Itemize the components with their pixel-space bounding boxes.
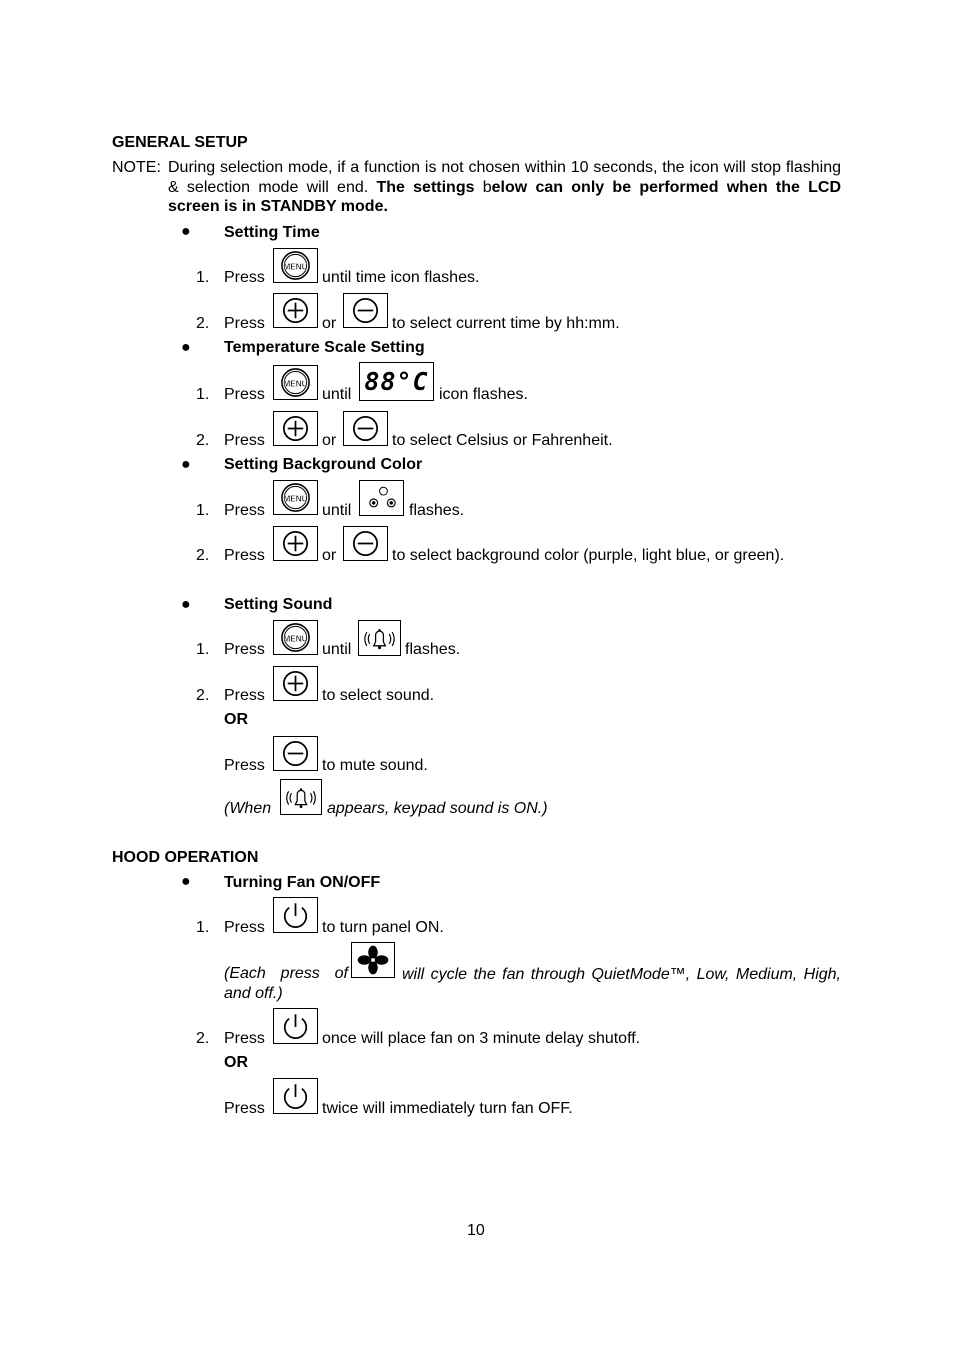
bullet: ● xyxy=(181,596,191,613)
plus-button-icon xyxy=(273,666,318,701)
step-text: to select background color (purple, light blue, or green). xyxy=(392,547,785,564)
step-or: or xyxy=(322,432,337,449)
note-body xyxy=(168,158,841,217)
step-text: to select sound. xyxy=(322,687,435,704)
step-text: flashes. xyxy=(409,502,465,519)
step-press: Press xyxy=(224,1030,265,1047)
step-number: 1. xyxy=(196,502,210,519)
step-number: 1. xyxy=(196,269,210,286)
plus-button-icon xyxy=(273,411,318,446)
step-text: to mute sound. xyxy=(322,757,428,774)
step-number: 2. xyxy=(196,315,210,332)
bell-sound-icon xyxy=(358,620,401,656)
step-until: until xyxy=(322,641,352,658)
bell-sound-icon xyxy=(280,779,322,815)
step-or: or xyxy=(322,315,337,332)
step-number: 1. xyxy=(196,386,210,403)
step-press: Press xyxy=(224,687,265,704)
step-until: until xyxy=(322,386,352,403)
step-number: 2. xyxy=(196,432,210,449)
step-text: icon flashes. xyxy=(439,386,528,403)
fan-note-after: will cycle the fan through QuietMode™, Low, Medium, High, and off.) xyxy=(224,966,841,1002)
menu-button-icon xyxy=(273,480,318,515)
step-press: Press xyxy=(224,502,265,519)
hood-operation-heading: HOOD OPERATION xyxy=(112,849,259,866)
step-press: Press xyxy=(224,1100,265,1117)
step-text: to select Celsius or Fahrenheit. xyxy=(392,432,613,449)
note-bold-a: The settings xyxy=(376,178,475,196)
minus-button-icon xyxy=(343,526,388,561)
power-button-icon xyxy=(273,1008,318,1044)
note-bold-b: elow can only be performed when the LCD screen is in STANDBY mode. xyxy=(168,178,841,215)
step-press: Press xyxy=(224,432,265,449)
step-press: Press xyxy=(224,315,265,332)
fan-note-before: (Each press of xyxy=(224,965,348,982)
step-until: until xyxy=(322,502,352,519)
minus-button-icon xyxy=(273,736,318,771)
sound-note-after: appears, keypad sound is ON.) xyxy=(327,800,548,817)
note-text: During selection mode, if a function is not chosen within 10 seconds, the icon will stop flashing & selection mode will end. xyxy=(168,159,841,196)
setting-time-title: Setting Time xyxy=(224,224,320,241)
step-press: Press xyxy=(224,757,265,774)
bullet: ● xyxy=(181,339,191,356)
step-text: flashes. xyxy=(405,641,461,658)
temp-scale-title: Temperature Scale Setting xyxy=(224,339,425,356)
step-press: Press xyxy=(224,269,265,286)
sound-note-before: (When xyxy=(224,800,272,817)
step-or: or xyxy=(322,547,337,564)
general-setup-heading: GENERAL SETUP xyxy=(112,134,248,151)
step-text: once will place fan on 3 minute delay shutoff. xyxy=(322,1030,641,1047)
minus-button-icon xyxy=(343,411,388,446)
step-text: to turn panel ON. xyxy=(322,919,444,936)
step-number: 1. xyxy=(196,641,210,658)
step-press: Press xyxy=(224,547,265,564)
bullet: ● xyxy=(181,223,191,240)
note-bold-gap: b xyxy=(482,178,492,196)
or-label: OR xyxy=(224,1054,248,1071)
lcd-text: 88°C xyxy=(364,367,429,396)
step-press: Press xyxy=(224,386,265,403)
fan-on-off-title: Turning Fan ON/OFF xyxy=(224,874,381,891)
step-text: until time icon flashes. xyxy=(322,269,480,286)
step-number: 2. xyxy=(196,547,210,564)
color-dots-icon xyxy=(359,480,404,516)
menu-button-icon xyxy=(273,620,318,655)
plus-button-icon xyxy=(273,526,318,561)
bullet: ● xyxy=(181,456,191,473)
power-button-icon xyxy=(273,897,318,933)
note-label: NOTE: xyxy=(112,159,161,176)
temperature-lcd-icon xyxy=(359,362,434,401)
step-text: twice will immediately turn fan OFF. xyxy=(322,1100,573,1117)
minus-button-icon xyxy=(343,293,388,328)
page-number: 10 xyxy=(467,1222,485,1239)
step-number: 1. xyxy=(196,919,210,936)
menu-button-icon xyxy=(273,365,318,400)
or-label: OR xyxy=(224,711,248,728)
step-text: to select current time by hh:mm. xyxy=(392,315,620,332)
step-press: Press xyxy=(224,641,265,658)
step-press: Press xyxy=(224,919,265,936)
plus-button-icon xyxy=(273,293,318,328)
setting-sound-title: Setting Sound xyxy=(224,596,333,613)
background-color-title: Setting Background Color xyxy=(224,456,423,473)
menu-button-icon xyxy=(273,248,318,283)
power-button-icon xyxy=(273,1078,318,1114)
bullet: ● xyxy=(181,873,191,890)
step-number: 2. xyxy=(196,1030,210,1047)
step-number: 2. xyxy=(196,687,210,704)
